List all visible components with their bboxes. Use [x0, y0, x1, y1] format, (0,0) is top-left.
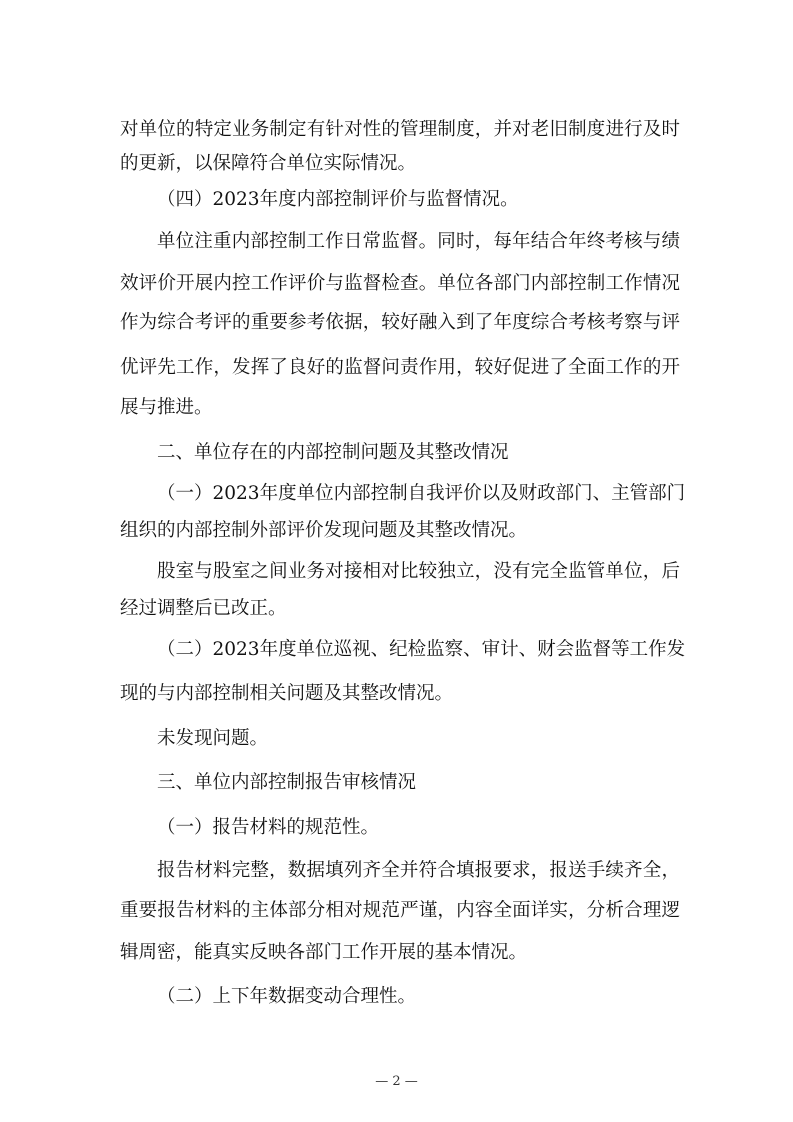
- page-number: — 2 —: [375, 1074, 418, 1089]
- body-text-line: 现的与内部控制相关问题及其整改情况。: [120, 683, 454, 704]
- body-text-line: 对单位的特定业务制定有针对性的管理制度，并对老旧制度进行及时: [120, 119, 680, 140]
- section-heading: 三、单位内部控制报告审核情况: [157, 772, 417, 793]
- section-heading: 二、单位存在的内部控制问题及其整改情况: [157, 442, 509, 463]
- body-text-line: 的更新，以保障符合单位实际情况。: [120, 153, 417, 174]
- paragraph-first-line: （一）2023年度单位内部控制自我评价以及财政部门、主管部门: [157, 483, 686, 504]
- body-text-line: 作为综合考评的重要参考依据，较好融入到了年度综合考核考察与评: [120, 312, 680, 333]
- body-text-line: 优评先工作，发挥了良好的监督问责作用，较好促进了全面工作的开: [120, 357, 680, 378]
- body-text-line: 效评价开展内控工作评价与监督检查。单位各部门内部控制工作情况: [120, 273, 680, 294]
- body-text-line: 重要报告材料的主体部分相对规范严谨，内容全面详实，分析合理逻: [120, 900, 680, 921]
- body-text-line: 辑周密，能真实反映各部门工作开展的基本情况。: [120, 942, 528, 963]
- paragraph-first-line: 单位注重内部控制工作日常监督。同时，每年结合年终考核与绩: [157, 231, 680, 252]
- subsection-line: （一）报告材料的规范性。: [157, 817, 380, 838]
- paragraph-first-line: 股室与股室之间业务对接相对比较独立，没有完全监管单位，后: [157, 561, 680, 582]
- subsection-line: 未发现问题。: [157, 728, 269, 749]
- paragraph-first-line: 报告材料完整，数据填列齐全并符合填报要求，报送手续齐全，: [157, 860, 680, 881]
- subsection-line: （四）2023年度内部控制评价与监督情况。: [157, 189, 519, 210]
- paragraph-first-line: （二）2023年度单位巡视、纪检监察、审计、财会监督等工作发: [157, 639, 686, 660]
- body-text-line: 展与推进。: [120, 397, 213, 418]
- subsection-line: （二）上下年数据变动合理性。: [157, 986, 417, 1007]
- body-text-line: 组织的内部控制外部评价发现问题及其整改情况。: [120, 520, 528, 541]
- body-text-line: 经过调整后已改正。: [120, 598, 287, 619]
